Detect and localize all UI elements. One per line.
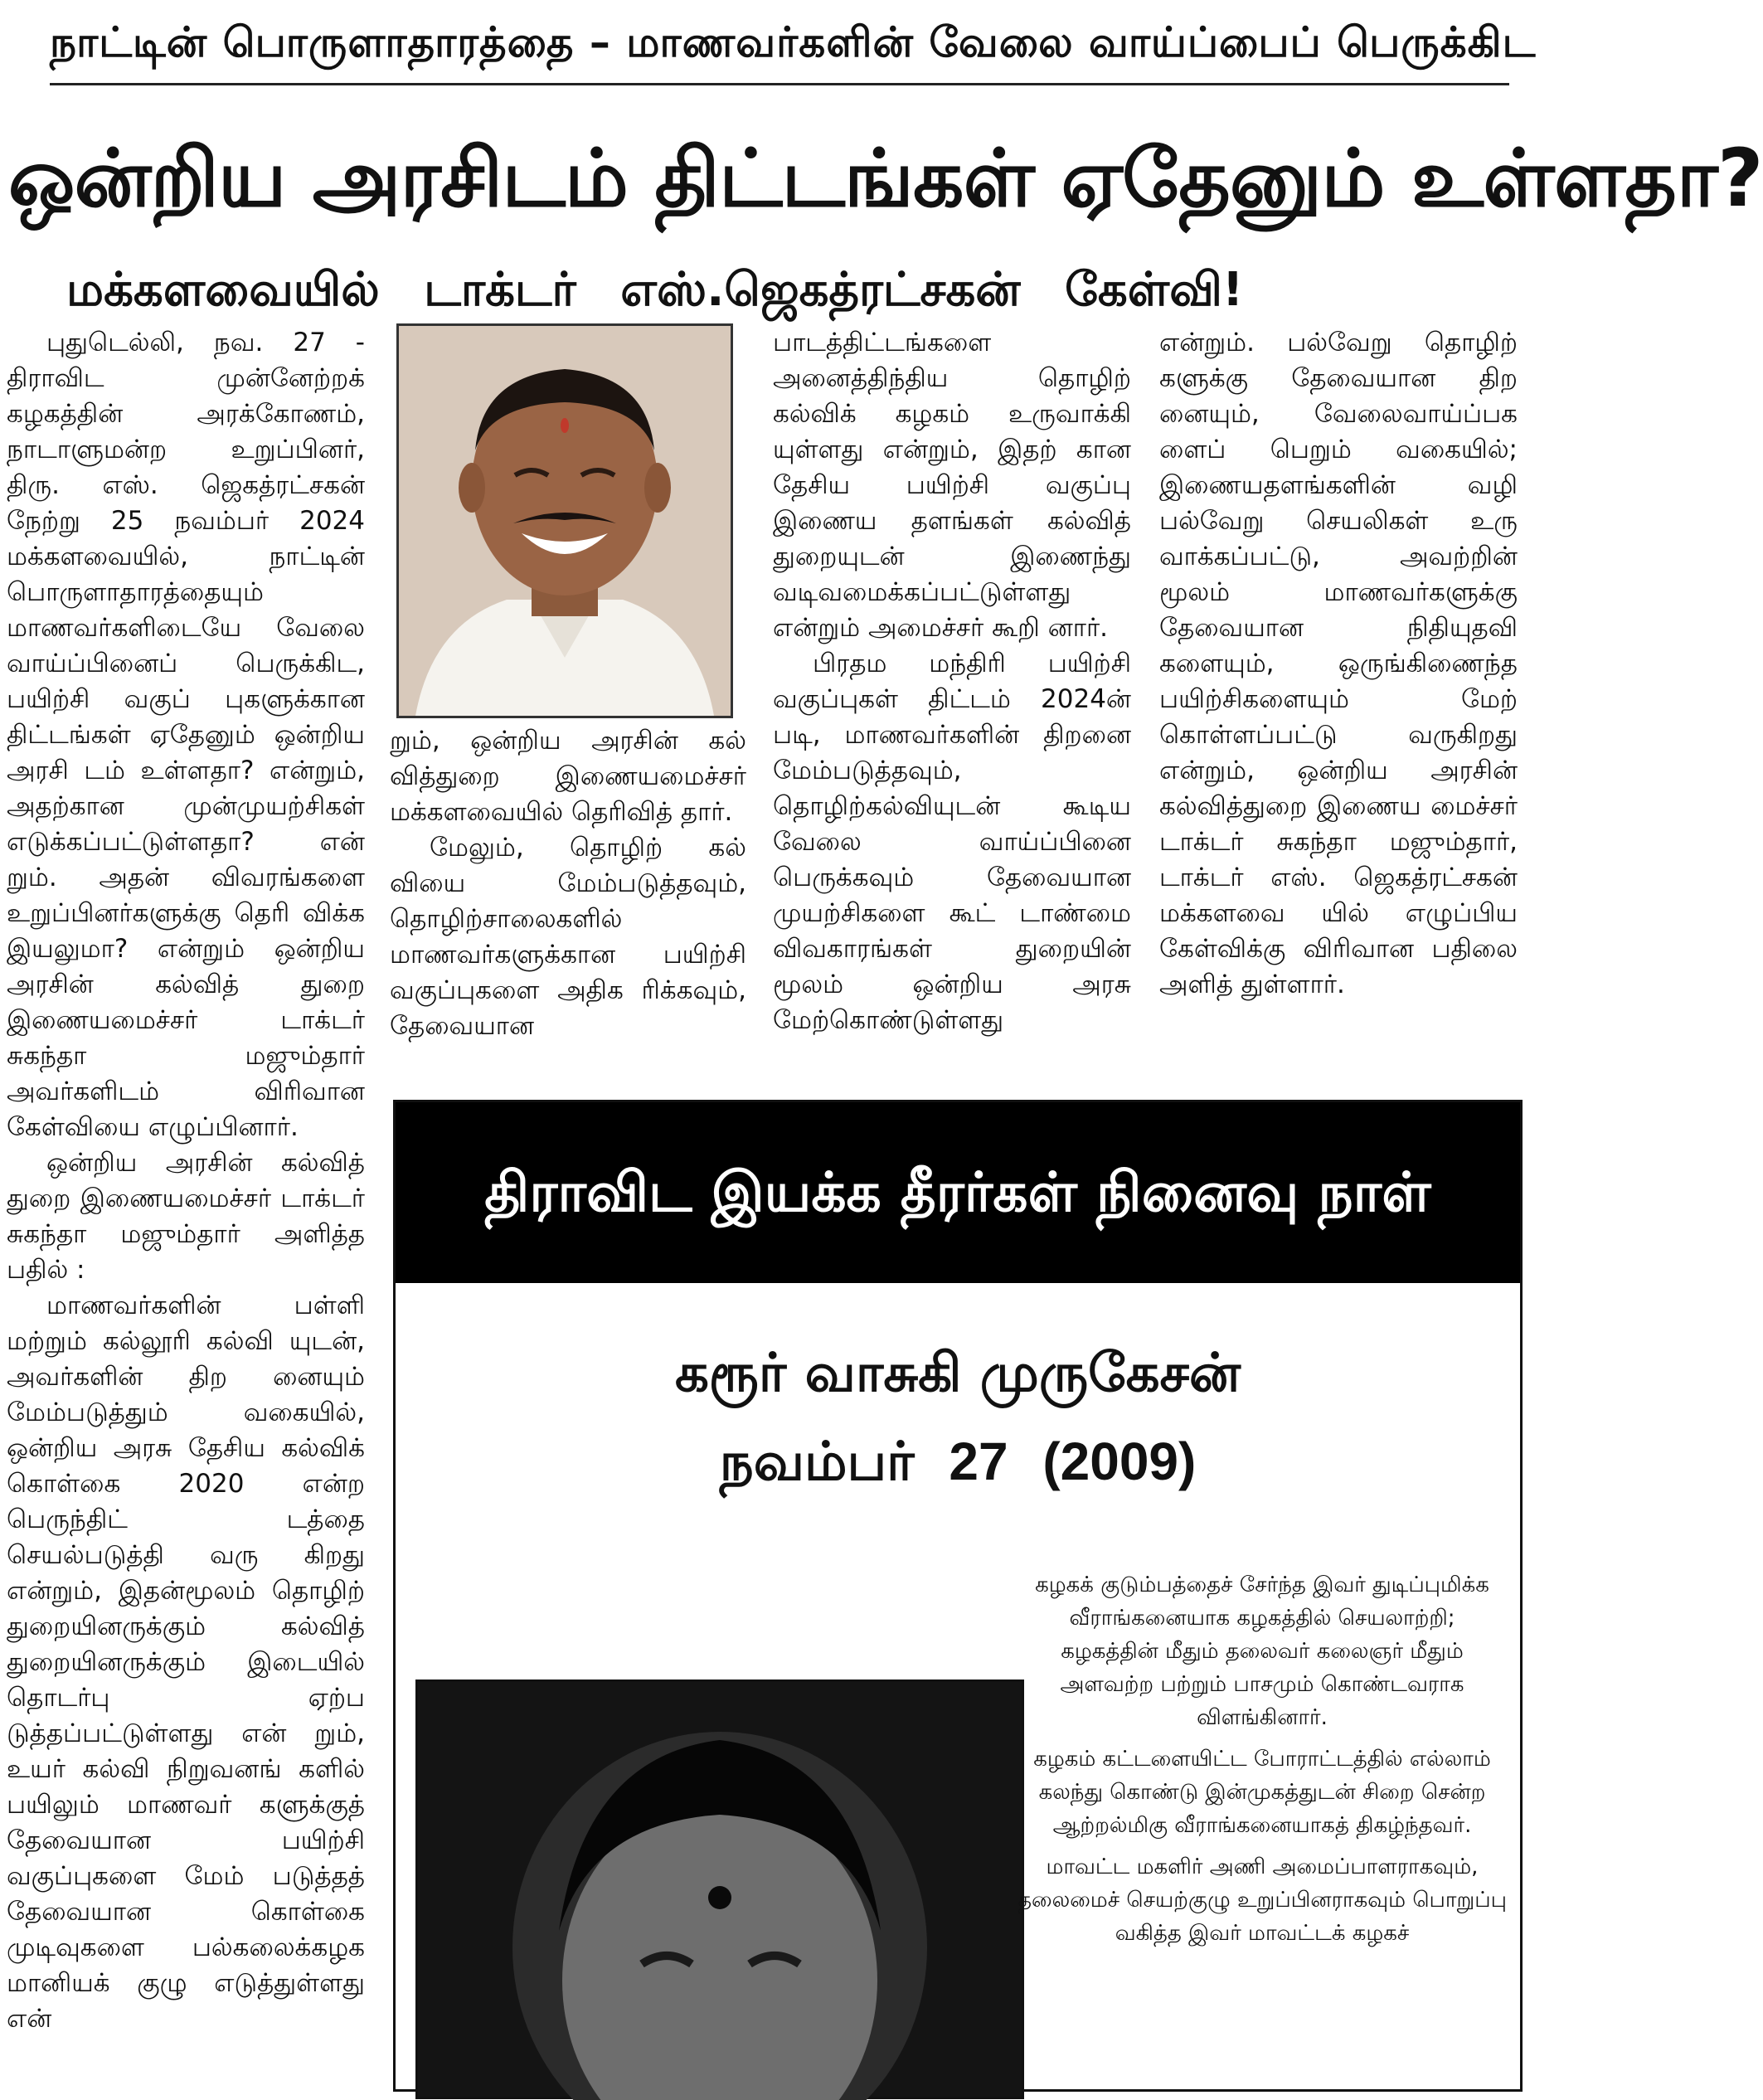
memorial-photo [415, 1680, 1024, 2099]
column2-paragraph-1: றும், ஒன்றிய அரசின் கல் வித்துறை இணையமைச்சர் மக்களவையில் தெரிவித் தார். [390, 726, 746, 827]
article-column-2 [390, 723, 746, 1088]
memorial-name: கரூர் வாசுகி முருகேசன் [674, 1343, 1241, 1404]
column3-paragraph-1: பாடத்திட்டங்களை அனைத்திந்திய தொழிற் கல்விக் கழகம் உருவாக்கி யுள்ளது என்றும், இதற் கான தேசிய பயிற்சி வகுப்பு இணைய தளங்கள் கல்வித் துறையுடன் இணைந்து வடிவமைக்கப்பட்டுள்ளது என்றும் அமைச்சர் கூறி னார். [773, 328, 1131, 643]
column1-paragraph-1: புதுடெல்லி, நவ. 27 - திராவிட முன்னேற்றக் கழகத்தின் அரக்கோணம், நாடாளுமன்ற உறுப்பினர், திரு. எஸ். ஜெகத்ரட்சகன் நேற்று 25 நவம்பர் 2024 மக்களவையில், நாட்டின் பொருளாதாரத்தையும் மாணவர்களிடையே வேலை வாய்ப்பினைப் பெருக்கிட, பயிற்சி வகுப் புகளுக்கான திட்டங்கள் ஏதேனும் ஒன்றிய அரசி டம் உள்ளதா? என்றும், அதற்கான முன்முயற்சிகள் எடுக்கப்பட்டுள்ளதா? என் றும். அதன் விவரங்களை உறுப்பினர்களுக்கு தெரி விக்க இயலுமா? என்றும் ஒன்றிய அரசின் கல்வித் துறை இணையமைச்சர் டாக்டர் சுகந்தா மஜும்தார் அவர்களிடம் விரிவான கேள்வியை எழுப்பினார். [7, 328, 365, 1142]
column4-paragraph-1: என்றும். பல்வேறு தொழிற் களுக்கு தேவையான திற னையும், வேலைவாய்ப்பக ளைப் பெறும் வகையில்; இணையதளங்களின் வழி பல்வேறு செயலிகள் உரு வாக்கப்பட்டு, அவற்றின் மூலம் மாணவர்களுக்கு தேவையான நிதியுதவி களையும், ஒருங்கிணைந்த பயிற்சிகளையும் மேற் கொள்ளப்பட்டு வருகிறது என்றும், ஒன்றிய அரசின் கல்வித்துறை இணைய மைச்சர் டாக்டர் சுகந்தா மஜும்தார், டாக்டர் எஸ். ஜெகத்ரட்சகன் மக்களவை யில் எழுப்பிய கேள்விக்கு விரிவான பதிலை அளித் துள்ளார். [1159, 328, 1518, 999]
column1-paragraph-2: ஒன்றிய அரசின் கல்வித் துறை இணையமைச்சர் டாக்டர் சுகந்தா மஜும்தார் அளித்த பதில் : [7, 1148, 365, 1285]
memorial-portrait-image [418, 1682, 1022, 2097]
memorial-banner: திராவிட இயக்க தீரர்கள் நினைவு நாள் [396, 1102, 1520, 1283]
memorial-bio-paragraph-1: கழகக் குடும்பத்தைச் சேர்ந்த இவர் துடிப்புமிக்க வீராங்கனையாக கழகத்தில் செயலாற்றி; கழகத்தின் மீதும் தலைவர் கலைஞர் மீதும் அளவற்ற பற்றும் பாசமும் கொண்டவராக விளங்கினார். [1035, 1573, 1489, 1730]
politician-photo [396, 323, 733, 718]
subheadline: மக்களவையில் டாக்டர் எஸ்.ஜெகத்ரட்சகன் கேள்வி! [66, 263, 1244, 317]
kicker-rule [50, 83, 1509, 85]
headline: ஒன்றிய அரசிடம் திட்டங்கள் ஏதேனும் உள்ளதா? [8, 132, 1763, 225]
column3-paragraph-2: பிரதம மந்திரி பயிற்சி வகுப்புகள் திட்டம் 2024ன் படி, மாணவர்களின் திறனை மேம்படுத்தவும், தொழிற்கல்வியுடன் கூடிய வேலை வாய்ப்பினை பெருக்கவும் தேவையான முயற்சிகளை கூட் டாண்மை விவகாரங்கள் துறையின் மூலம் ஒன்றிய அரசு மேற்கொண்டுள்ளது [773, 649, 1131, 1035]
memorial-bio [1017, 1568, 1507, 1958]
column2-paragraph-2: மேலும், தொழிற் கல் வியை மேம்படுத்தவும், தொழிற்சாலைகளில் மாணவர்களுக்கான பயிற்சி வகுப்புகளை அதிக ரிக்கவும், தேவையான [390, 833, 746, 1041]
memorial-bio-paragraph-2: கழகம் கட்டளையிட்ட போராட்டத்தில் எல்லாம் கலந்து கொண்டு இன்முகத்துடன் சிறை சென்ற ஆற்றல்மிகு வீராங்கனையாகத் திகழ்ந்தவர். [1033, 1747, 1491, 1838]
memorial-date: நவம்பர் 27 (2009) [719, 1432, 1197, 1491]
memorial-bio-paragraph-3: மாவட்ட மகளிர் அணி அமைப்பாளராகவும், தலைமைச் செயற்குழு உறுப்பினராகவும் பொறுப்பு வகித்த இவர் மாவட்டக் கழகச் [1017, 1855, 1507, 1946]
article-column-4 [1159, 325, 1518, 1088]
column1-paragraph-3: மாணவர்களின் பள்ளி மற்றும் கல்லூரி கல்வி யுடன், அவர்களின் திற னையும் மேம்படுத்தும் வகையில், ஒன்றிய அரசு தேசிய கல்விக் கொள்கை 2020 என்ற பெருந்திட் டத்தை செயல்படுத்தி வரு கிறது என்றும், இதன்மூலம் தொழிற் துறையினருக்கும் கல்வித் துறையினருக்கும் இடையில் தொடர்பு ஏற்ப டுத்தப்பட்டுள்ளது என் றும், உயர் கல்வி நிறுவனங் களில் பயிலும் மாணவர் களுக்குத் தேவையான பயிற்சி வகுப்புகளை மேம் படுத்தத் தேவையான கொள்கை முடிவுகளை பல்கலைக்கழக மானியக் குழு எடுத்துள்ளது என் [7, 1291, 365, 2034]
memorial-box [393, 1100, 1523, 2092]
kicker-line: நாட்டின் பொருளாதாரத்தை – மாணவர்களின் வேலை வாய்ப்பைப் பெருக்கிட [50, 18, 1537, 66]
politician-portrait-image [399, 326, 731, 716]
article-column-1 [7, 325, 365, 2075]
article-column-3 [773, 325, 1131, 1088]
